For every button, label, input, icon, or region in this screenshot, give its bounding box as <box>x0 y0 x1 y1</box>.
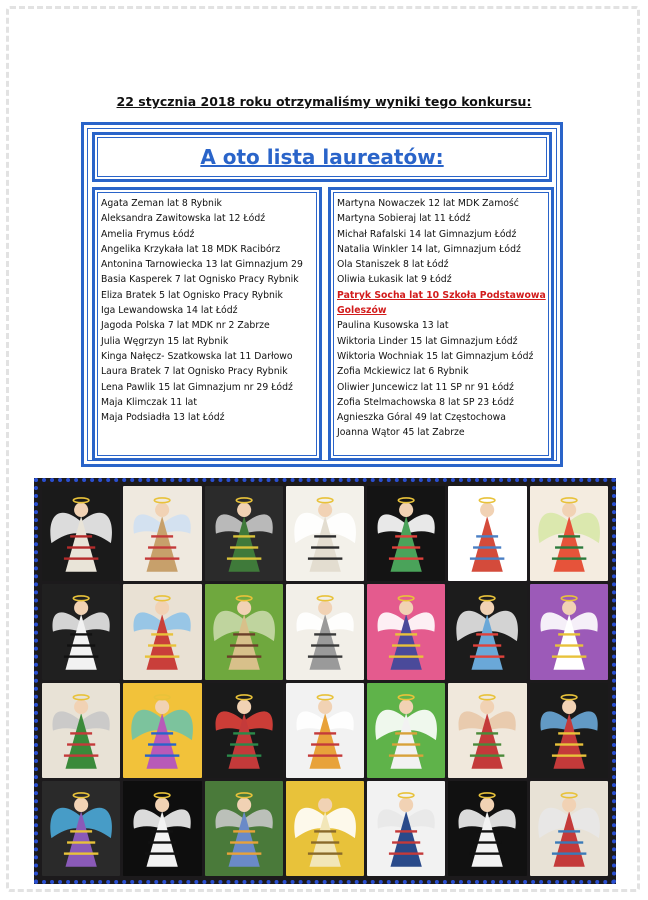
angel-artwork-tile <box>205 683 283 778</box>
winner-entry: Eliza Bratek 5 lat Ognisko Pracy Rybnik <box>101 289 283 301</box>
winner-entry: Oliwier Juncewicz lat 11 SP nr 91 Łódź <box>337 381 514 393</box>
angel-artwork-tile <box>530 781 608 876</box>
winner-entry: Lena Pawlik 15 lat Gimnazjum nr 29 Łódź <box>101 381 293 393</box>
angel-artwork-tile <box>205 584 283 679</box>
winner-entry: Basia Kasperek 7 lat Ognisko Pracy Rybnik <box>101 274 299 286</box>
winner-entry: Angelika Krzykała lat 18 MDK Racibórz <box>101 243 281 255</box>
angel-artwork-tile <box>123 781 201 876</box>
angel-artwork-icon <box>530 584 608 679</box>
winner-entry: Martyna Sobieraj lat 11 Łódź <box>337 213 471 225</box>
winners-column-left <box>92 187 322 461</box>
winner-entry: Amelia Frymus Łódź <box>101 228 195 240</box>
angel-artwork-icon <box>286 683 364 778</box>
angel-artwork-icon <box>448 781 526 876</box>
winner-entry: Jagoda Polska 7 lat MDK nr 2 Zabrze <box>101 320 270 332</box>
angel-artwork-icon <box>530 486 608 581</box>
winner-entry: Kinga Nałęcz- Szatkowska lat 11 Darłowo <box>101 350 293 362</box>
angel-artwork-tile <box>448 683 526 778</box>
angel-artwork-icon <box>205 781 283 876</box>
angel-artwork-tile <box>205 486 283 581</box>
winner-entry: Zofia Stelmachowska 8 lat SP 23 Łódź <box>337 396 514 408</box>
title-frame <box>92 132 552 182</box>
angel-artwork-icon <box>205 584 283 679</box>
angel-artwork-tile <box>123 486 201 581</box>
angel-artwork-icon <box>530 683 608 778</box>
winner-entry: Agnieszka Góral 49 lat Częstochowa <box>337 412 506 424</box>
angel-artwork-icon <box>205 486 283 581</box>
angel-artwork-tile <box>367 683 445 778</box>
angel-artwork-icon <box>42 584 120 679</box>
winner-entry: Michał Rafalski 14 lat Gimnazjum Łódź <box>337 228 517 240</box>
angel-artwork-icon <box>123 584 201 679</box>
angel-artwork-icon <box>448 486 526 581</box>
winner-entry: Wiktoria Linder 15 lat Gimnazjum Łódź <box>337 335 518 347</box>
angel-artwork-icon <box>123 781 201 876</box>
angel-artwork-tile <box>123 584 201 679</box>
angel-artwork-icon <box>42 683 120 778</box>
winner-entry-highlighted: Patryk Socha lat 10 Szkoła Podstawowa Goleszów <box>337 289 546 317</box>
winner-entry: Antonina Tarnowiecka 13 lat Gimnazjum 29 <box>101 259 303 271</box>
angel-artwork-icon <box>123 683 201 778</box>
angel-artwork-icon <box>448 683 526 778</box>
winners-title: A oto lista laureatów: <box>200 145 444 169</box>
winner-entry: Zofia Mckiewicz lat 6 Rybnik <box>337 366 469 378</box>
winners-list-panel <box>81 122 563 467</box>
angel-artwork-tile <box>286 584 364 679</box>
artwork-grid <box>42 486 608 876</box>
winner-entry: Paulina Kusowska 13 lat <box>337 320 449 332</box>
angel-artwork-tile <box>448 584 526 679</box>
winner-entry: Julia Węgrzyn 15 lat Rybnik <box>101 335 229 347</box>
angel-artwork-tile <box>286 781 364 876</box>
angel-artwork-tile <box>42 781 120 876</box>
angel-artwork-tile <box>530 683 608 778</box>
angel-artwork-tile <box>286 486 364 581</box>
angel-artwork-tile <box>123 683 201 778</box>
angel-artwork-tile <box>530 584 608 679</box>
angel-artwork-icon <box>286 781 364 876</box>
angel-artwork-tile <box>367 584 445 679</box>
angel-artwork-icon <box>367 584 445 679</box>
winner-entry: Maja Podsiadła 13 lat Łódź <box>101 412 225 424</box>
winner-entry: Aleksandra Zawitowska lat 12 Łódź <box>101 213 266 225</box>
angel-artwork-tile <box>530 486 608 581</box>
angel-artwork-tile <box>42 486 120 581</box>
angel-artwork-icon <box>42 486 120 581</box>
intro-heading: 22 stycznia 2018 roku otrzymaliśmy wyniki tego konkursu: <box>116 94 532 109</box>
angel-artwork-tile <box>367 781 445 876</box>
winner-entry: Joanna Wątor 45 lat Zabrze <box>337 427 465 439</box>
angel-artwork-icon <box>448 584 526 679</box>
angel-artwork-tile <box>42 683 120 778</box>
winner-entry: Maja Klimczak 11 lat <box>101 396 198 408</box>
winner-entry: Ola Staniszek 8 lat Łódź <box>337 259 449 271</box>
angel-artwork-tile <box>205 781 283 876</box>
winner-entry: Iga Lewandowska 14 lat Łódź <box>101 305 238 317</box>
angel-artwork-icon <box>286 486 364 581</box>
winners-column-right <box>328 187 554 461</box>
angel-artwork-icon <box>367 781 445 876</box>
winner-entry: Oliwia Łukasik lat 9 Łódź <box>337 274 452 286</box>
angel-artwork-icon <box>123 486 201 581</box>
winner-entry: Natalia Winkler 14 lat, Gimnazjum Łódź <box>337 243 521 255</box>
angel-artwork-tile <box>367 486 445 581</box>
winner-entry: Martyna Nowaczek 12 lat MDK Zamość <box>337 198 519 209</box>
winner-entry: Agata Zeman lat 8 Rybnik <box>101 198 222 209</box>
angel-artwork-tile <box>448 486 526 581</box>
angel-artwork-icon <box>367 683 445 778</box>
angel-artwork-icon <box>286 584 364 679</box>
angel-artwork-icon <box>367 486 445 581</box>
angel-artwork-tile <box>448 781 526 876</box>
angel-artwork-tile <box>42 584 120 679</box>
angel-artwork-tile <box>286 683 364 778</box>
winner-entry: Laura Bratek 7 lat Ognisko Pracy Rybnik <box>101 366 288 378</box>
angel-artwork-icon <box>42 781 120 876</box>
winner-entry: Wiktoria Wochniak 15 lat Gimnazjum Łódź <box>337 350 534 362</box>
angel-artwork-icon <box>530 781 608 876</box>
artwork-photo <box>34 478 616 884</box>
angel-artwork-icon <box>205 683 283 778</box>
